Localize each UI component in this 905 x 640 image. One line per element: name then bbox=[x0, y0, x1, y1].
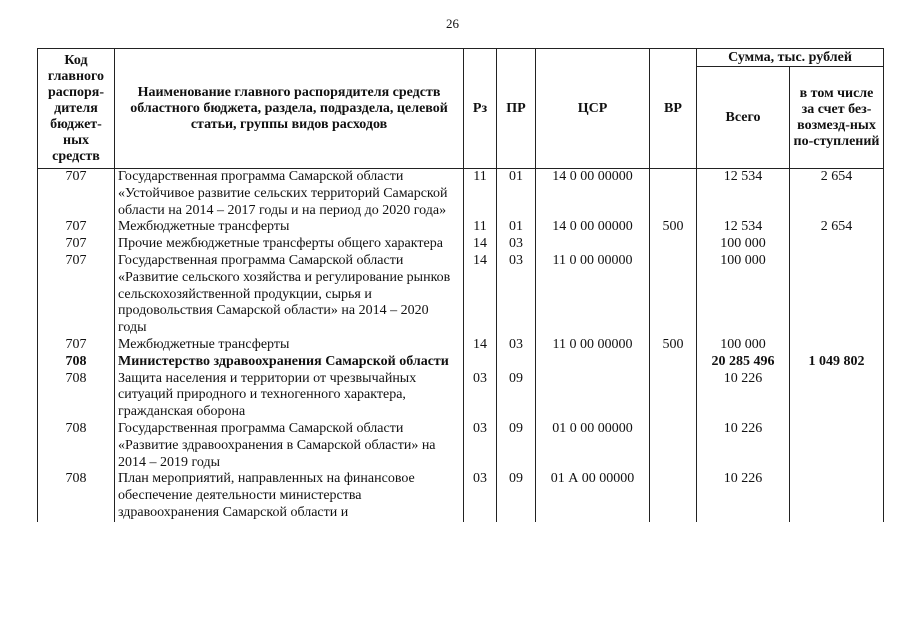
cell-vr bbox=[650, 253, 697, 337]
cell-name: Министерство здравоохранения Самарской области bbox=[115, 354, 464, 371]
cell-csr: 11 0 00 00000 bbox=[536, 337, 650, 354]
header-csr: ЦСР bbox=[536, 49, 650, 169]
table-row bbox=[38, 219, 884, 236]
cell-pr: 03 bbox=[497, 337, 536, 354]
cell-csr bbox=[536, 371, 650, 421]
cell-csr: 01 0 00 00000 bbox=[536, 421, 650, 471]
cell-pr: 01 bbox=[497, 219, 536, 236]
header-code: Код главного распоря-дителя бюджет-ных средств bbox=[38, 49, 115, 169]
cell-vr bbox=[650, 471, 697, 521]
cell-rz: 11 bbox=[464, 219, 497, 236]
cell-code: 708 bbox=[38, 471, 115, 521]
cell-vr bbox=[650, 169, 697, 220]
header-vr: ВР bbox=[650, 49, 697, 169]
cell-total: 100 000 bbox=[697, 337, 790, 354]
cell-name: План мероприятий, направленных на финансовое обеспечение деятельности министерства здравоохранения Самарской области и bbox=[115, 471, 464, 521]
cell-rz bbox=[464, 354, 497, 371]
cell-code: 707 bbox=[38, 236, 115, 253]
cell-free bbox=[790, 371, 884, 421]
header-pr: ПР bbox=[497, 49, 536, 169]
cell-vr: 500 bbox=[650, 337, 697, 354]
table-row bbox=[38, 253, 884, 337]
cell-free: 2 654 bbox=[790, 219, 884, 236]
cell-csr bbox=[536, 236, 650, 253]
table-row bbox=[38, 371, 884, 421]
cell-pr: 09 bbox=[497, 371, 536, 421]
cell-code: 707 bbox=[38, 219, 115, 236]
cell-pr: 01 bbox=[497, 169, 536, 220]
cell-name: Межбюджетные трансферты bbox=[115, 219, 464, 236]
cell-total: 12 534 bbox=[697, 169, 790, 220]
cell-vr bbox=[650, 421, 697, 471]
cell-free bbox=[790, 253, 884, 337]
cell-pr: 09 bbox=[497, 471, 536, 521]
cell-csr: 14 0 00 00000 bbox=[536, 219, 650, 236]
cell-code: 708 bbox=[38, 371, 115, 421]
table-row bbox=[38, 337, 884, 354]
cell-free bbox=[790, 337, 884, 354]
table-row bbox=[38, 471, 884, 521]
cell-free: 1 049 802 bbox=[790, 354, 884, 371]
cell-code: 708 bbox=[38, 421, 115, 471]
cell-rz: 03 bbox=[464, 421, 497, 471]
cell-name: Межбюджетные трансферты bbox=[115, 337, 464, 354]
cell-pr: 03 bbox=[497, 253, 536, 337]
cell-pr: 09 bbox=[497, 421, 536, 471]
cell-csr bbox=[536, 354, 650, 371]
cell-vr bbox=[650, 354, 697, 371]
cell-rz: 14 bbox=[464, 337, 497, 354]
header-total: Всего bbox=[697, 67, 790, 169]
cell-total: 100 000 bbox=[697, 253, 790, 337]
cell-csr: 01 А 00 00000 bbox=[536, 471, 650, 521]
cell-vr: 500 bbox=[650, 219, 697, 236]
header-rz: Рз bbox=[464, 49, 497, 169]
cell-total: 10 226 bbox=[697, 471, 790, 521]
cell-total: 10 226 bbox=[697, 421, 790, 471]
cell-total: 20 285 496 bbox=[697, 354, 790, 371]
cell-name: Защита населения и территории от чрезвычайных ситуаций природного и техногенного характера, гражданская оборона bbox=[115, 371, 464, 421]
cell-free bbox=[790, 421, 884, 471]
cell-code: 707 bbox=[38, 169, 115, 220]
cell-rz: 11 bbox=[464, 169, 497, 220]
cell-free bbox=[790, 236, 884, 253]
page-number: 26 bbox=[446, 16, 459, 31]
cell-rz: 14 bbox=[464, 253, 497, 337]
table-row bbox=[38, 169, 884, 220]
cell-rz: 14 bbox=[464, 236, 497, 253]
cell-csr: 14 0 00 00000 bbox=[536, 169, 650, 220]
cell-code: 708 bbox=[38, 354, 115, 371]
budget-table bbox=[37, 48, 884, 522]
header-free: в том числе за счет без-возмезд-ных по-ступлений bbox=[790, 67, 884, 169]
cell-pr bbox=[497, 354, 536, 371]
header-name: Наименование главного распорядителя средств областного бюджета, раздела, подраздела, целевой статьи, группы видов расходов bbox=[115, 49, 464, 169]
cell-vr bbox=[650, 371, 697, 421]
cell-vr bbox=[650, 236, 697, 253]
cell-name: Государственная программа Самарской области «Развитие сельского хозяйства и регулирование рынков сельскохозяйственной продукции, сырья и продовольствия Самарской области» на 2014 – 2020 годы bbox=[115, 253, 464, 337]
cell-code: 707 bbox=[38, 337, 115, 354]
cell-free: 2 654 bbox=[790, 169, 884, 220]
table-row bbox=[38, 236, 884, 253]
cell-name: Государственная программа Самарской области «Устойчивое развитие сельских территорий Самарской области на 2014 – 2017 годы и на период до 2020 года» bbox=[115, 169, 464, 220]
cell-code: 707 bbox=[38, 253, 115, 337]
cell-free bbox=[790, 471, 884, 521]
cell-total: 12 534 bbox=[697, 219, 790, 236]
cell-csr: 11 0 00 00000 bbox=[536, 253, 650, 337]
table-row bbox=[38, 421, 884, 471]
cell-name: Прочие межбюджетные трансферты общего характера bbox=[115, 236, 464, 253]
header-sum: Сумма, тыс. рублей bbox=[697, 49, 884, 67]
table-row bbox=[38, 354, 884, 371]
cell-total: 100 000 bbox=[697, 236, 790, 253]
cell-name: Государственная программа Самарской области «Развитие здравоохранения в Самарской области» на 2014 – 2019 годы bbox=[115, 421, 464, 471]
cell-rz: 03 bbox=[464, 471, 497, 521]
cell-total: 10 226 bbox=[697, 371, 790, 421]
cell-pr: 03 bbox=[497, 236, 536, 253]
cell-rz: 03 bbox=[464, 371, 497, 421]
